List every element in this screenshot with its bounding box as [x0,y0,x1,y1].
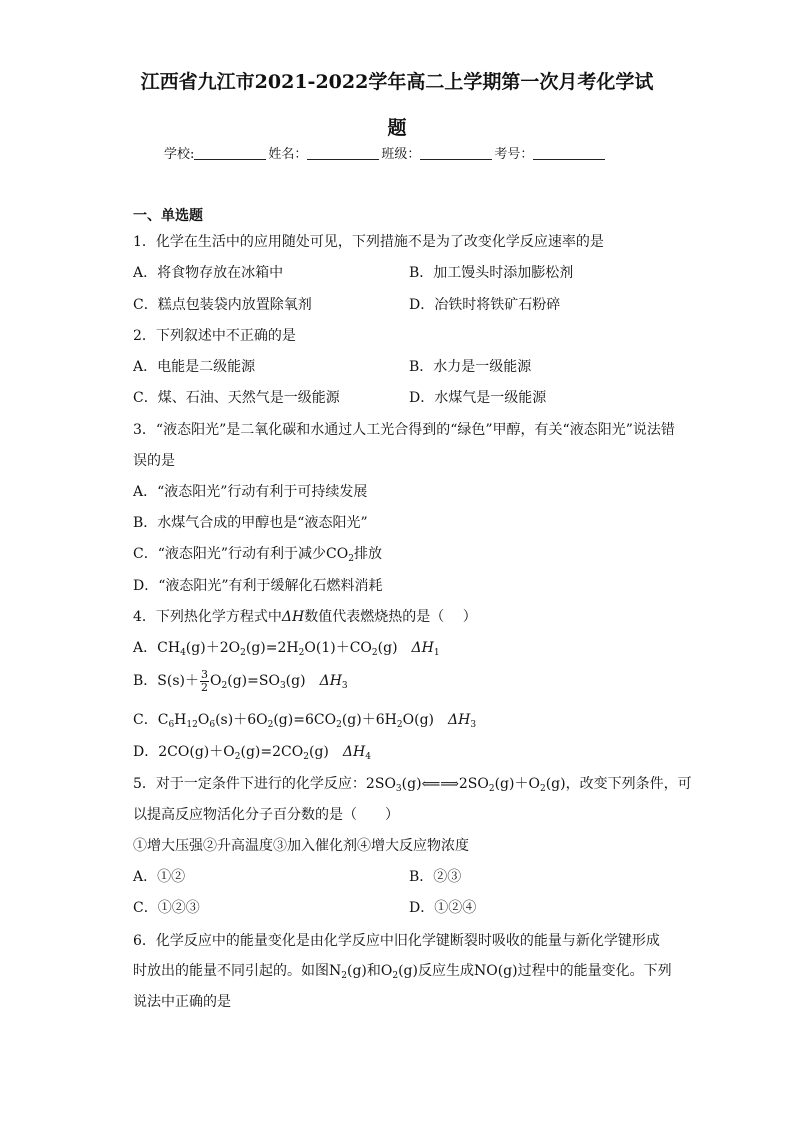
question-1-option-c: C．糕点包装袋内放置除氧剂 [133,297,312,313]
chem-equation: $C_6H_{12}O_6(s)+6O_2(g)=6CO_2(g)+6H_2O(g)$ [157,712,434,730]
enthalpy-symbol: $\Delta H_1$ [411,640,440,658]
exam-no-blank[interactable] [533,147,605,160]
enthalpy-symbol: $\Delta H_4$ [342,744,371,762]
question-5-option-c: C．①②③ [133,900,200,916]
school-blank[interactable] [194,147,266,160]
question-4-stem: 4．下列热化学方程式中ΔH数值代表燃烧热的是（ ） [133,609,477,625]
question-4-option-b: B．S(s)＋ $\frac{3}{2}$ $O_2(g)=SO_3(g)$ $\Delta H_3$ [133,667,348,694]
question-4-option-d: D．$2CO(g)+O_2(g)=2CO_2(g)$ $\Delta H_4$ [133,744,371,762]
question-1-option-b: B．加工馒头时添加膨松剂 [409,265,574,281]
question-5-option-d: D．①②④ [409,900,477,916]
question-5-option-a: A．①② [133,869,186,885]
question-1-stem: 1．化学在生活中的应用随处可见，下列措施不是为了改变化学反应速率的是 [133,234,604,250]
question-5-conditions: ①增大压强②升高温度③加入催化剂④增大反应物浓度 [133,838,469,854]
section-heading: 一、单选题 [133,208,203,224]
enthalpy-symbol: $\Delta H_3$ [319,673,348,691]
chem-equation: $2CO(g)+O_2(g)=2CO_2(g)$ [158,744,329,762]
question-3-stem-line1: 3．“液态阳光”是二氧化碳和水通过人工光合得到的“绿色”甲醇，有关“液态阳光”说法错 [133,422,675,438]
question-6-stem-line1: 6．化学反应中的能量变化是由化学反应中旧化学键断裂时吸收的能量与新化学键形成 [133,933,660,949]
enthalpy-symbol: $\Delta H_3$ [448,712,477,730]
question-3-option-b: B．水煤气合成的甲醇也是“液态阳光” [133,515,368,531]
student-info-row [164,146,607,164]
exam-title-line1: 江西省九江市2021-2022学年高二上学期第一次月考化学试 [140,71,654,93]
question-3-option-a: A．“液态阳光”行动有利于可持续发展 [133,484,368,500]
question-2-option-d: D．水煤气是一级能源 [409,390,547,406]
name-blank[interactable] [307,147,379,160]
question-1-option-a: A．将食物存放在冰箱中 [133,265,284,281]
class-blank[interactable] [420,147,492,160]
question-2-option-a: A．电能是二级能源 [133,359,256,375]
class-label: 班级： [381,147,421,162]
question-6-stem-line3: 说法中正确的是 [133,994,231,1010]
question-3-option-d: D．“液态阳光”有利于缓解化石燃料消耗 [133,578,383,594]
question-3-stem-line2: 误的是 [133,453,175,469]
question-5-stem-line1: 5．对于一定条件下进行的化学反应：$2SO_3(g)⟸⟹2SO_2(g)+O_2(g)$，改变下列条件，可 [133,776,692,794]
question-3-option-c: C．“液态阳光”行动有利于减少$CO_2$排放 [133,546,382,564]
school-label: 学校: [164,147,195,162]
question-5-option-b: B．②③ [409,869,462,885]
name-label: 姓名： [268,147,308,162]
question-1-option-d: D．冶铁时将铁矿石粉碎 [409,297,561,313]
question-2-stem: 2．下列叙述中不正确的是 [133,328,296,344]
question-4-option-c: C．$C_6H_{12}O_6(s)+6O_2(g)=6CO_2(g)+6H_2O(g)$ $\Delta H_3$ [133,712,477,730]
question-2-option-c: C．煤、石油、天然气是一级能源 [133,390,340,406]
question-5-stem-line2: 以提高反应物活化分子百分数的是（ ） [133,807,399,823]
question-2-option-b: B．水力是一级能源 [409,359,532,375]
question-4-option-a: A．$CH_4(g)+2O_2(g)=2H_2O(1)+CO_2(g)$ $\Delta H_1$ [133,640,440,658]
equilibrium-arrow-icon: ⟸⟹ [421,777,459,792]
question-6-stem-line2: 时放出的能量不同引起的。如图$N_2(g)$和$O_2(g)$反应生成NO(g)过程中的能量变化。下列 [133,963,672,981]
exam-no-label: 考号： [494,147,534,162]
fraction: $\frac{3}{2}$ [201,667,208,694]
chem-equation: $CH_4(g)+2O_2(g)=2H_2O(1)+CO_2(g)$ [157,640,398,658]
chem-equation: $O_2(g)=SO_3(g)$ [210,673,306,691]
exam-title-line2: 题 [387,117,407,139]
